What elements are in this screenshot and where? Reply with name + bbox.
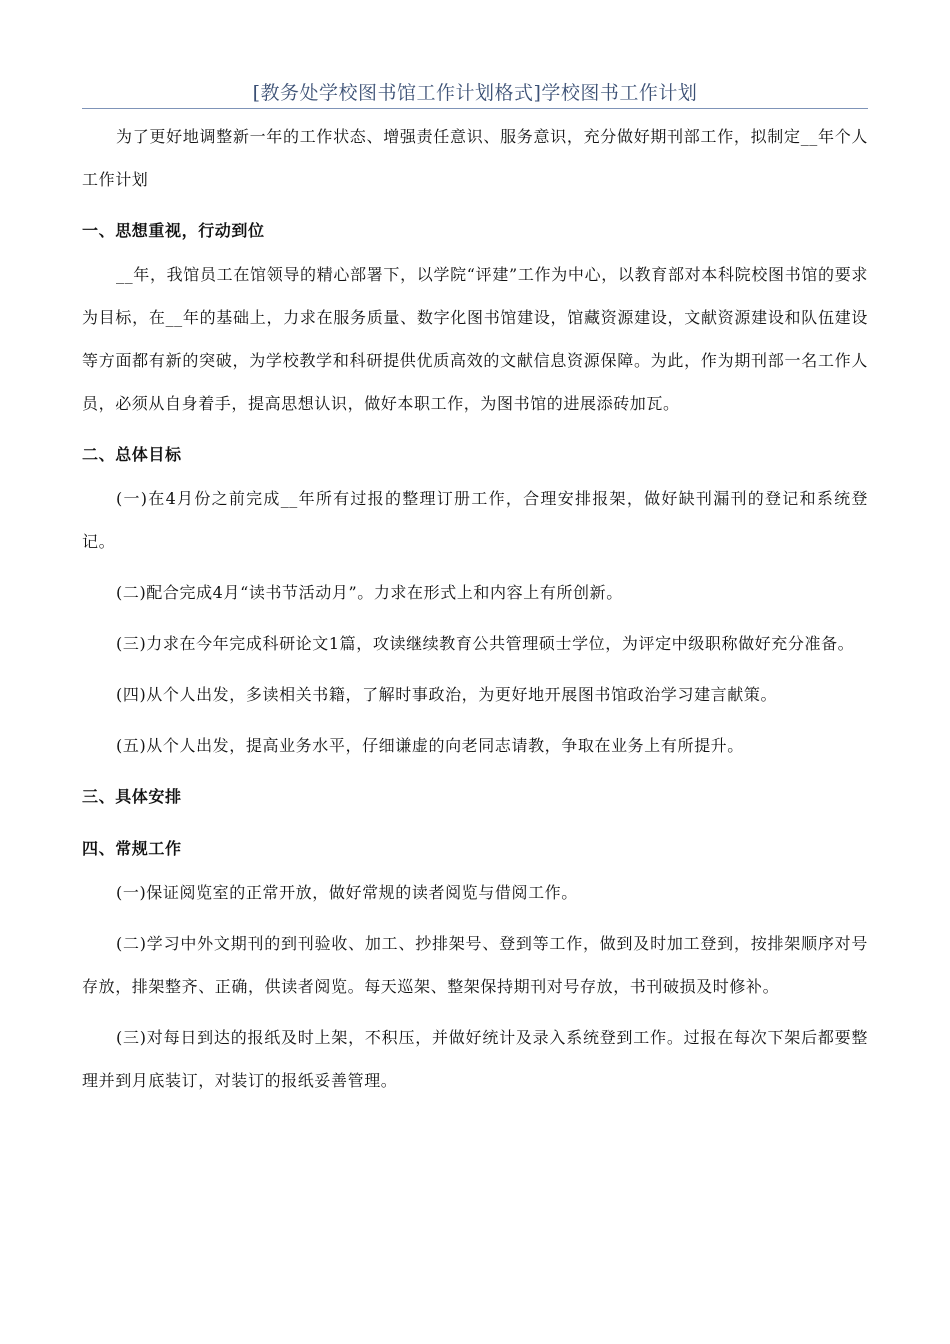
paragraph: (三)力求在今年完成科研论文1篇，攻读继续教育公共管理硕士学位，为评定中级职称做好充分准备。 [116, 634, 855, 653]
section-heading-1: 一、思想重视，行动到位 [82, 221, 265, 240]
section-heading-3: 三、具体安排 [82, 787, 182, 806]
paragraph: (二)配合完成4月“读书节活动月”。力求在形式上和内容上有所创新。 [116, 583, 623, 602]
intro-paragraph: 为了更好地调整新一年的工作状态、增强责任意识、服务意识，充分做好期刊部工作，拟制定__年个人工作计划 [82, 127, 868, 189]
paragraph: (五)从个人出发，提高业务水平，仔细谦虚的向老同志请教，争取在业务上有所提升。 [116, 736, 744, 755]
paragraph: (三)对每日到达的报纸及时上架，不积压，并做好统计及录入系统登到工作。过报在每次下架后都要整理并到月底装订，对装订的报纸妥善管理。 [82, 1028, 868, 1090]
paragraph: (一)保证阅览室的正常开放，做好常规的读者阅览与借阅工作。 [116, 883, 578, 902]
paragraph: (四)从个人出发，多读相关书籍，了解时事政治，为更好地开展图书馆政治学习建言献策。 [116, 685, 778, 704]
document-page [82, 78, 868, 1102]
document-title: [教务处学校图书馆工作计划格式]学校图书工作计划 [252, 82, 698, 104]
title-underline [82, 108, 868, 109]
section-heading-4: 四、常规工作 [82, 839, 182, 858]
paragraph: (二)学习中外文期刊的到刊验收、加工、抄排架号、登到等工作，做到及时加工登到，按排架顺序对号存放，排架整齐、正确，供读者阅览。每天巡架、整架保持期刊对号存放，书刊破损及时修补。 [82, 934, 868, 996]
paragraph: (一)在4月份之前完成__年所有过报的整理订册工作，合理安排报架，做好缺刊漏刊的登记和系统登记。 [82, 489, 868, 551]
section-heading-2: 二、总体目标 [82, 445, 182, 464]
paragraph: __年，我馆员工在馆领导的精心部署下，以学院“评建”工作为中心，以教育部对本科院校图书馆的要求为目标，在__年的基础上，力求在服务质量、数字化图书馆建设，馆藏资源建设，文献资源建设和队伍建设等方面都有新的突破，为学校教学和科研提供优质高效的文献信息资源保障。为此，作为期刊部一名工作人员，必须从自身着手，提高思想认识，做好本职工作，为图书馆的进展添砖加瓦。 [82, 265, 868, 413]
